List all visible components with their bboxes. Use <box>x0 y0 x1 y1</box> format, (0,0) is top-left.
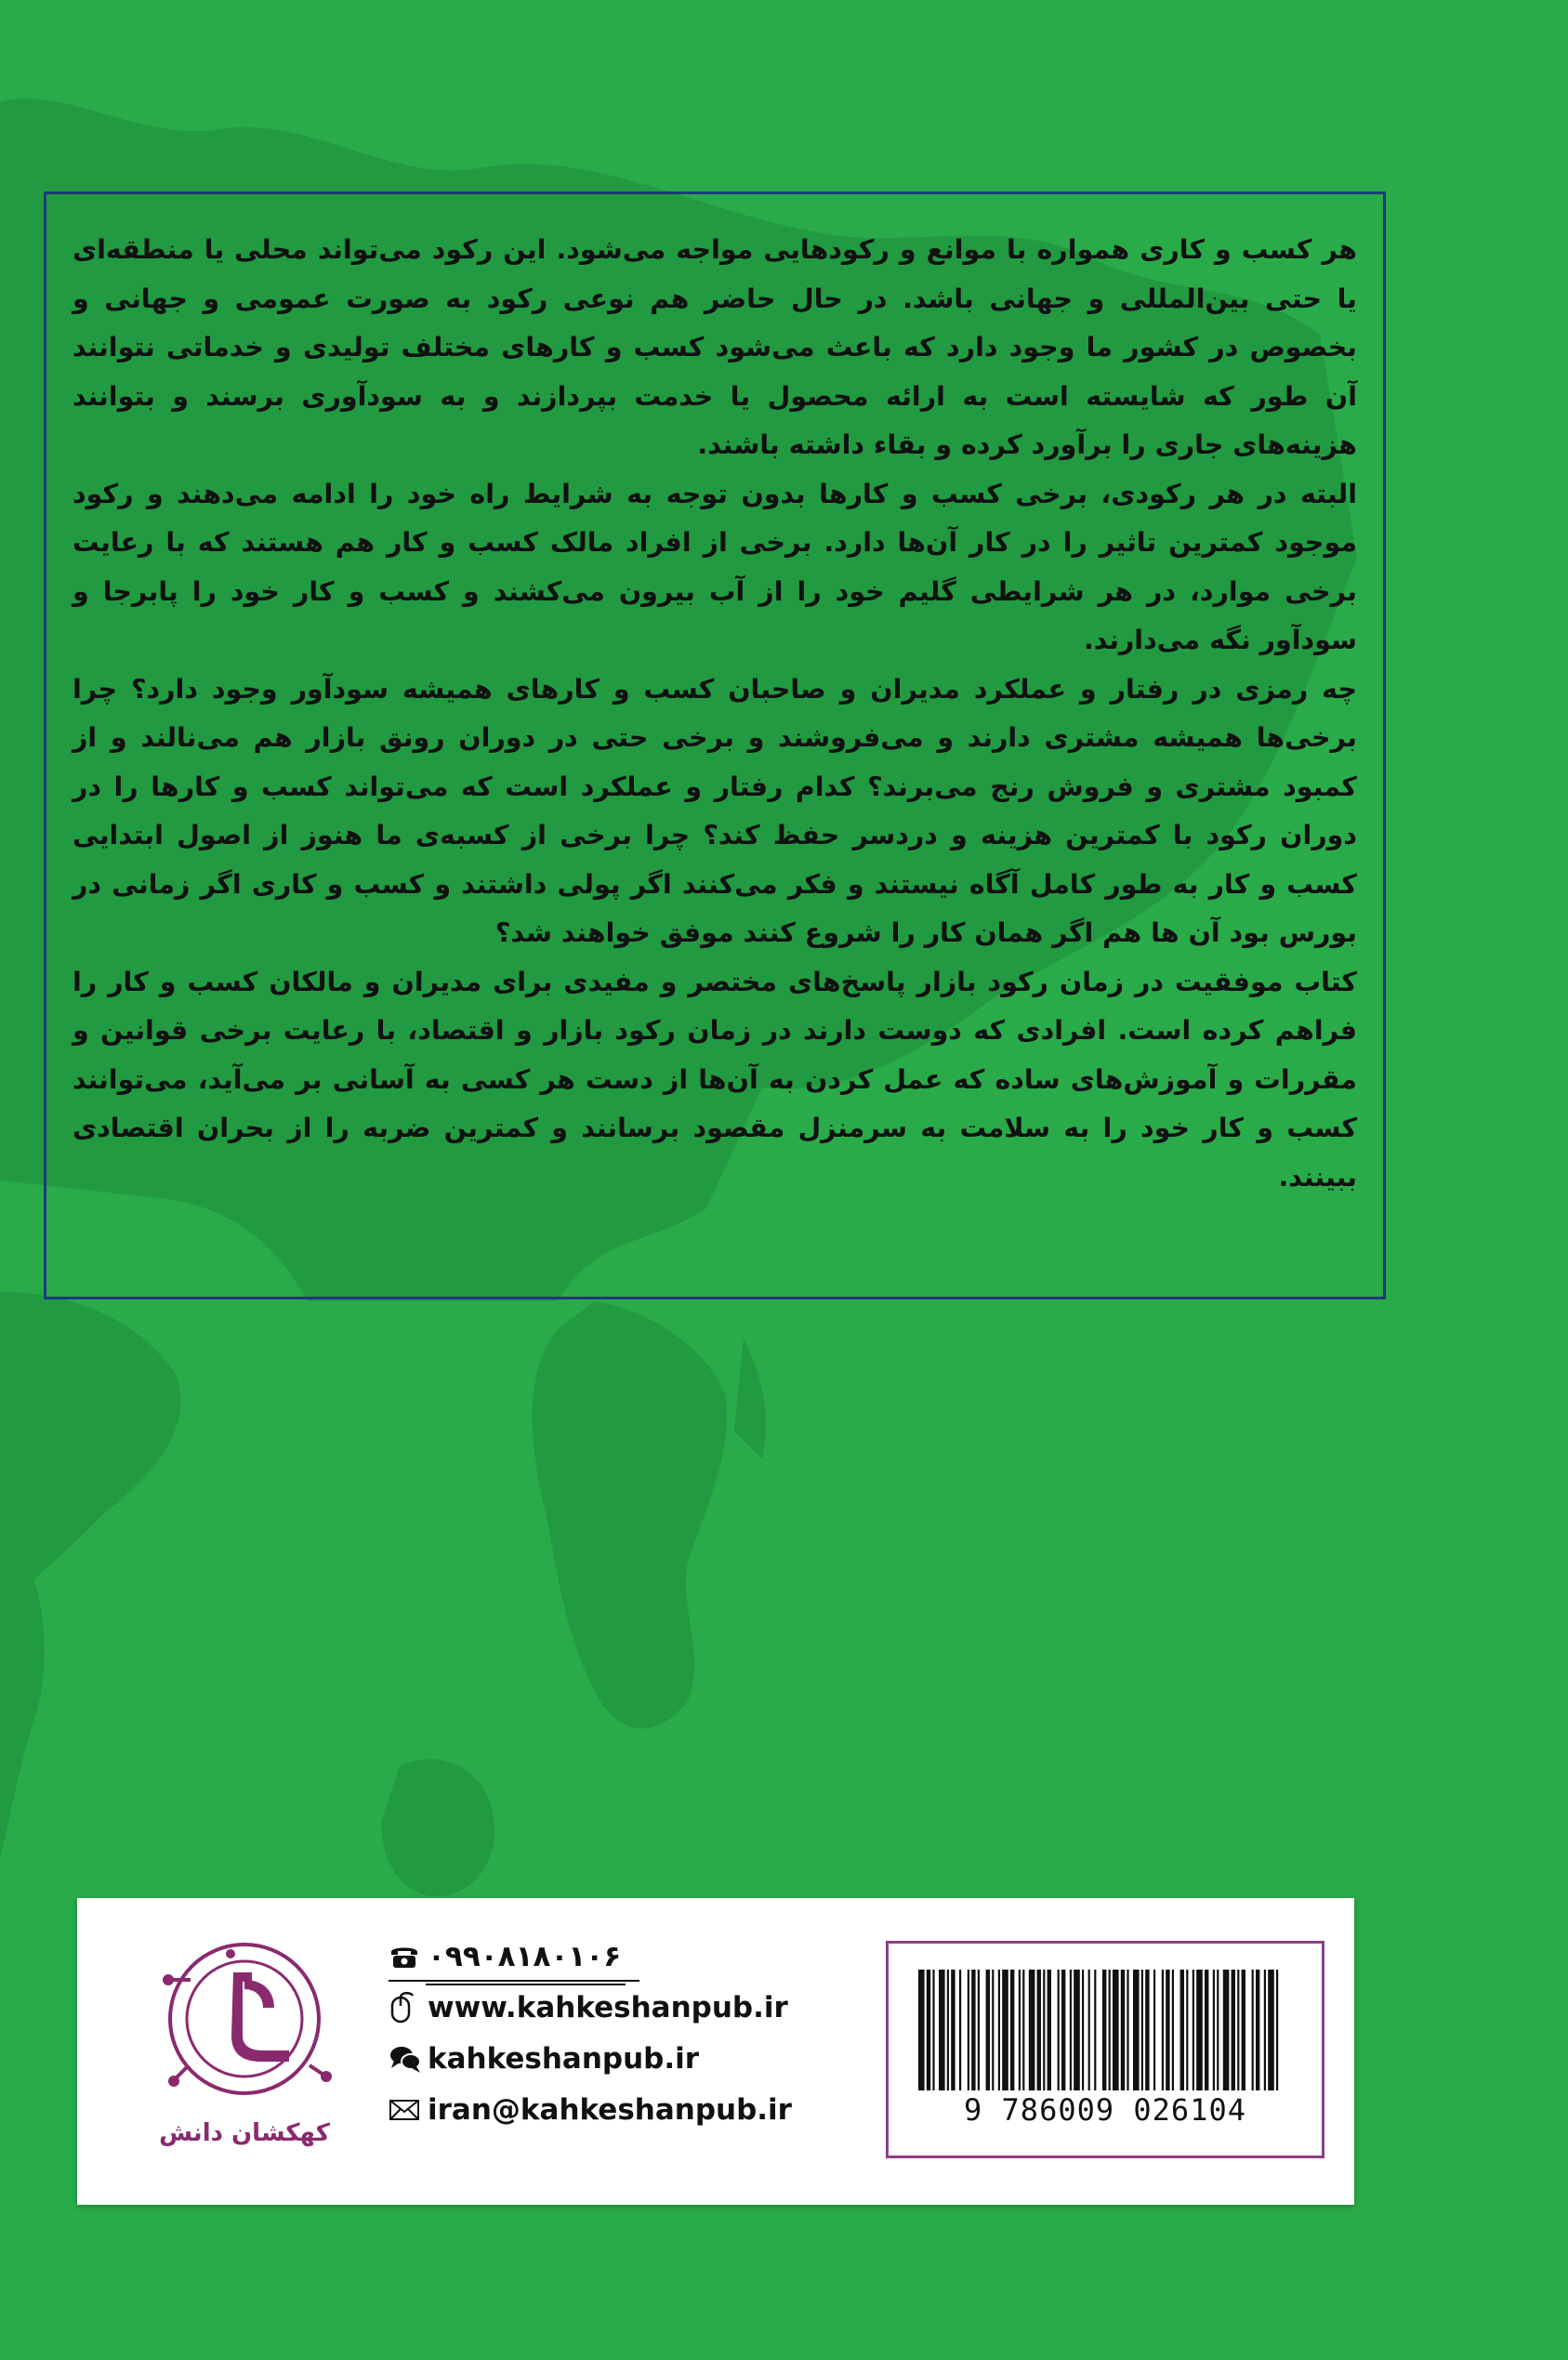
barcode-bar <box>1252 1970 1254 2090</box>
envelope-icon <box>389 2093 428 2127</box>
barcode-bar <box>1102 1970 1106 2090</box>
barcode-bar <box>1029 1970 1035 2090</box>
barcode-bar <box>932 1970 934 2090</box>
isbn-number: 9 786009 026104 <box>964 2092 1246 2128</box>
barcode-bar <box>986 1970 990 2090</box>
barcode-bar <box>951 1970 955 2090</box>
barcode-bar <box>947 1970 949 2090</box>
barcode-bar <box>939 1970 945 2090</box>
barcode-bar <box>1074 1970 1080 2090</box>
barcode-bar <box>1002 1970 1008 2090</box>
barcode-bar <box>1166 1970 1169 2090</box>
email-address[interactable]: iran@kahkeshanpub.ir <box>428 2092 792 2127</box>
social-handle[interactable]: kahkeshanpub.ir <box>428 2041 700 2076</box>
barcode-bar <box>1237 1970 1239 2090</box>
barcode-bar <box>1223 1970 1230 2090</box>
barcode-bar <box>1094 1970 1096 2090</box>
barcode-bar <box>1217 1970 1219 2090</box>
barcode-bar <box>1145 1970 1149 2090</box>
barcode-bar <box>1276 1970 1278 2090</box>
barcode-bar <box>1088 1970 1090 2090</box>
barcode-bar <box>1186 1970 1188 2090</box>
contact-email <box>389 2084 909 2135</box>
phone-number[interactable]: ۰۹۹۰۸۱۸۰۱۰۶ <box>428 1939 622 1973</box>
publisher-logo <box>133 1926 356 2177</box>
barcode-bar <box>1180 1970 1184 2090</box>
barcode-bar <box>1022 1970 1024 2090</box>
barcode-bars <box>918 1970 1281 2090</box>
mouse-icon <box>389 1991 428 2024</box>
barcode-bar <box>1109 1970 1111 2090</box>
barcode-bar <box>1037 1970 1041 2090</box>
description-paragraph-1: هر کسب و کاری همواره با موانع و رکودهایی مواجه می‌شود. این رکود می‌تواند محلی یا منطقه‌ای یا حتی بین‌المللی و جهانی باشد. در حال حاضر هم نوعی رکود به صورت عمومی و جهانی و بخصوص در کشور ما وجود دارد که باعث می‌شود کسب و کارهای مختلف تولیدی و خدماتی نتوانند آن طور که شایسته است به ارائه محصول یا خدمت بپردازند و به سودآوری برسند و بتوانند هزینه‌های جاری را برآورد کرده و بقاء داشته باشند. <box>72 234 1357 460</box>
barcode-bar <box>1213 1970 1215 2090</box>
barcode-bar <box>1127 1970 1128 2090</box>
barcode-bar <box>1205 1970 1208 2090</box>
barcode-bar <box>1196 1970 1203 2090</box>
barcode-bar <box>918 1970 925 2090</box>
barcode-bar <box>927 1970 930 2090</box>
barcode-bar <box>1172 1970 1174 2090</box>
description-paragraph-3: چه رمزی در رفتار و عملکرد مدیران و صاحبان کسب و کارهای همیشه سودآور وجود دارد؟ چرا برخی‌ها همیشه مشتری دارند و می‌فروشند و برخی حتی در دوران رونق بازار هم می‌نالند و از کمبود مشتری و فروش رنج می‌برند؟ کدام رفتار و عملکرد است که می‌تواند کسب و کارها را در دوران رکود با کمترین هزینه و دردسر حفظ کند؟ چرا برخی از کسبه‌ی ما هنوز از اصول ابتدایی کسب و کار به طور کامل آگاه نیستند و فکر می‌کنند اگر پولی داشتند و کسب و کاری اگر زمانی در بورس بود آن ها هم اگر همان کار را شروع کنند موفق خواهند شد؟ <box>72 673 1357 948</box>
barcode-bar <box>992 1970 994 2090</box>
chat-bubbles-icon <box>389 2042 428 2076</box>
book-description-box <box>44 191 1386 1299</box>
description-paragraph-4: کتاب موفقیت در زمان رکود بازار پاسخ‌های مختصر و مفیدی برای مدیران و مالکان کسب و کار را فراهم کرده است. افرادی که دوست دارند در زمان رکود بازار و اقتصاد، با رعایت برخی قوانین و مقررات و آموزش‌های ساده که عمل کردن به آن‌ها از دست هر کسی به آسانی بر می‌آید، می‌توانند کسب و کار خود را به سلامت به سرمنزل مقصود برسانند و کمترین ضربه را از بحران اقتصادی ببینند. <box>72 966 1357 1193</box>
barcode-bar <box>978 1970 980 2090</box>
kahkeshan-logo-icon <box>133 1926 356 2121</box>
publisher-panel <box>77 1898 1354 2205</box>
barcode-bar <box>1019 1970 1021 2090</box>
barcode-bar <box>1133 1970 1140 2090</box>
barcode-bar <box>1113 1970 1119 2090</box>
barcode-bar <box>1162 1970 1164 2090</box>
barcode-bar <box>1192 1970 1194 2090</box>
phone-icon <box>389 1940 428 1973</box>
barcode-bar <box>1268 1970 1274 2090</box>
barcode-bar <box>968 1970 969 2090</box>
barcode-bar <box>959 1970 961 2090</box>
barcode-bar <box>1242 1970 1245 2090</box>
publisher-name: کهکشان دانش <box>159 2119 330 2147</box>
barcode-bar <box>1232 1970 1235 2090</box>
barcode-bar <box>1061 1970 1065 2090</box>
barcode-bar <box>1082 1970 1084 2090</box>
barcode-bar <box>1043 1970 1045 2090</box>
description-paragraph-2: البته در هر رکودی، برخی کسب و کارها بدون توجه به شرایط راه خود را ادامه می‌دهند و رکود موجود کمترین تاثیر را در کار آن‌ها دارد. برخی از افراد مالک کسب و کار هم هستند که با رعایت برخی موارد، در هر شرایطی گلیم خود را از آب بیرون می‌کشند و کسب و کار خود را پابرجا و سودآور نگه می‌دارند. <box>72 478 1357 655</box>
barcode-bar <box>1141 1970 1143 2090</box>
barcode-bar <box>1121 1970 1125 2090</box>
barcode-bar <box>1264 1970 1266 2090</box>
contact-phone <box>389 1931 909 1982</box>
barcode-bar <box>998 1970 1000 2090</box>
website-overline <box>426 1984 626 1985</box>
contact-website <box>389 1982 909 2033</box>
barcode-bar <box>1153 1970 1155 2090</box>
barcode-bar <box>1048 1970 1051 2090</box>
barcode-bar <box>971 1970 975 2090</box>
website-url[interactable]: www.kahkeshanpub.ir <box>428 1990 788 2024</box>
contact-list <box>389 1931 909 2135</box>
contact-social <box>389 2033 909 2084</box>
barcode-bar <box>1058 1970 1060 2090</box>
barcode-bar <box>1010 1970 1014 2090</box>
barcode-bar <box>1256 1970 1259 2090</box>
barcode-bar <box>1070 1970 1072 2090</box>
isbn-barcode-box <box>886 1941 1324 2158</box>
